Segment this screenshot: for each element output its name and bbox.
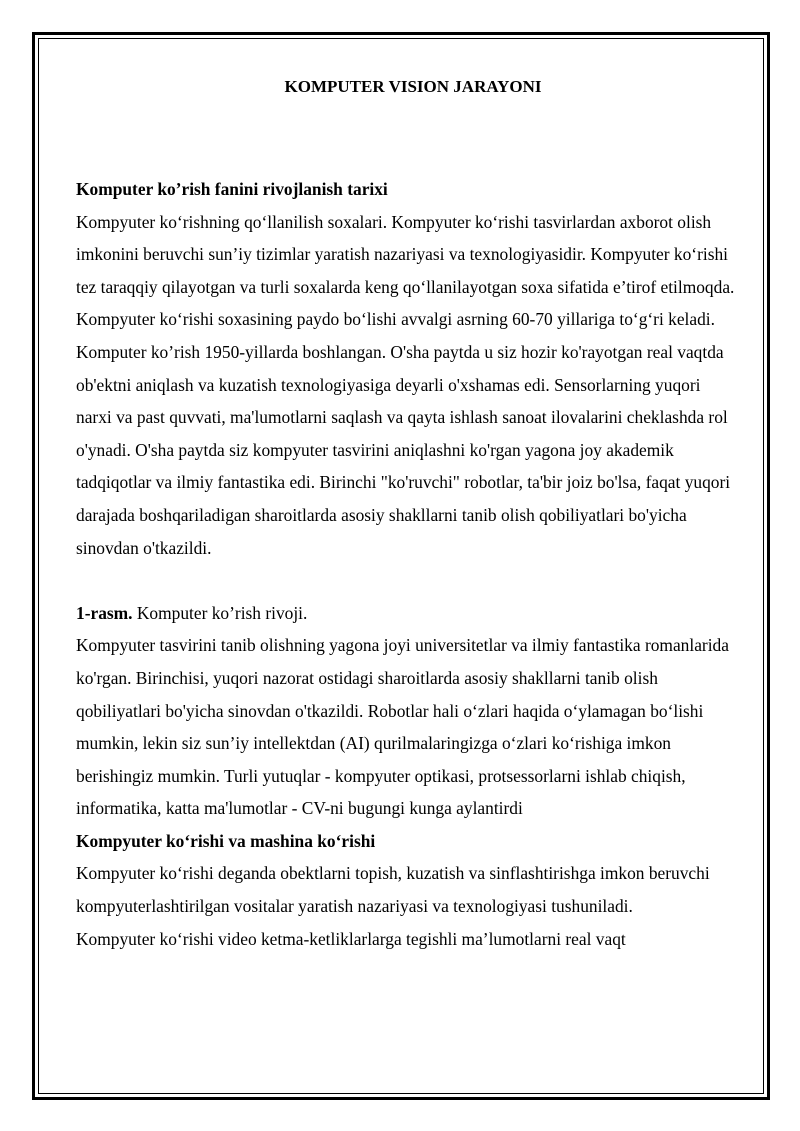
- paragraph-video: Kompyuter ko‘rishi video ketma-ketliklarlarga tegishli ma’lumotlarni real vaqt: [76, 928, 626, 949]
- paragraph-recognition: Kompyuter tasvirini tanib olishning yagona joyi universitetlar va ilmiy fantastika romanlarida ko'rgan. Birinchisi, yuqori nazorat ostidagi sharoitlarda asosiy shakllarni tanib olish qobiliyatlari bo'yicha sinovdan o'tkazildi. Robotlar hali o‘zlari haqida o‘ylamagan bo‘lishi mumkin, lekin siz sun’iy intellektdan (AI) qurilmalaringizga o‘zlari ko‘rishiga imkon berishingiz mumkin. Turli yutuqlar - kompyuter optikasi, protsessorlarni ishlab chiqish, informatika, katta ma'lumotlar - CV-ni bugungi kunga aylantirdi: [76, 635, 729, 819]
- blank-line: [76, 564, 736, 597]
- figure-caption: [76, 597, 736, 630]
- figure-caption-text: Komputer ko’rish rivoji.: [132, 602, 308, 623]
- paragraph-definition: Kompyuter ko‘rishi deganda obektlarni topish, kuzatish va sinflashtirishga imkon beruvchi kompyuterlashtirilgan vositalar yaratish nazariyasi va texnologiyasi tushuniladi.: [76, 863, 710, 917]
- document-title: KOMPUTER VISION JARAYONI: [284, 77, 542, 96]
- section-heading-history: Komputer ko’rish fanini rivojlanish tarixi: [76, 179, 388, 199]
- title-spacer: [76, 100, 736, 173]
- section-heading-machine-vision: Kompyuter ko‘rishi va mashina ko‘rishi: [76, 830, 376, 851]
- paragraph-history: Kompyuter ko‘rishning qo‘llanilish soxalari. Kompyuter ko‘rishi tasvirlardan axborot olish imkonini beruvchi sun’iy tizimlar yaratish nazariyasi va texnologiyasidir. Kompyuter ko‘rishi tez taraqqiy qilayotgan va turli soxalarda keng qo‘llanilayotgan soxa sifatida e’tirof etilmoqda. Kompyuter ko‘rishi soxasining paydo bo‘lishi avvalgi asrning 60-70 yillariga to‘g‘ri keladi. Komputer ko’rish 1950-yillarda boshlangan. O'sha paytda u siz hozir ko'rayotgan real vaqtda ob'ektni aniqlash va kuzatish texnologiyasiga deyarli o'xshamas edi. Sensorlarning yuqori narxi va past quvvati, ma'lumotlarni saqlash va qayta ishlash sanoat ilovalarini cheklashda rol o'ynadi. O'sha paytda siz kompyuter tasvirini aniqlashni ko'rgan yagona joy akademik tadqiqotlar va ilmiy fantastika edi. Birinchi "ko'ruvchi" robotlar, ta'bir joiz bo'lsa, faqat yuqori darajada boshqariladigan sharoitlarda asosiy shakllarni tanib olish qobiliyatlari bo'yicha sinovdan o'tkazildi.: [76, 211, 735, 558]
- figure-caption-label: 1-rasm.: [76, 602, 133, 623]
- document-body: [76, 74, 736, 955]
